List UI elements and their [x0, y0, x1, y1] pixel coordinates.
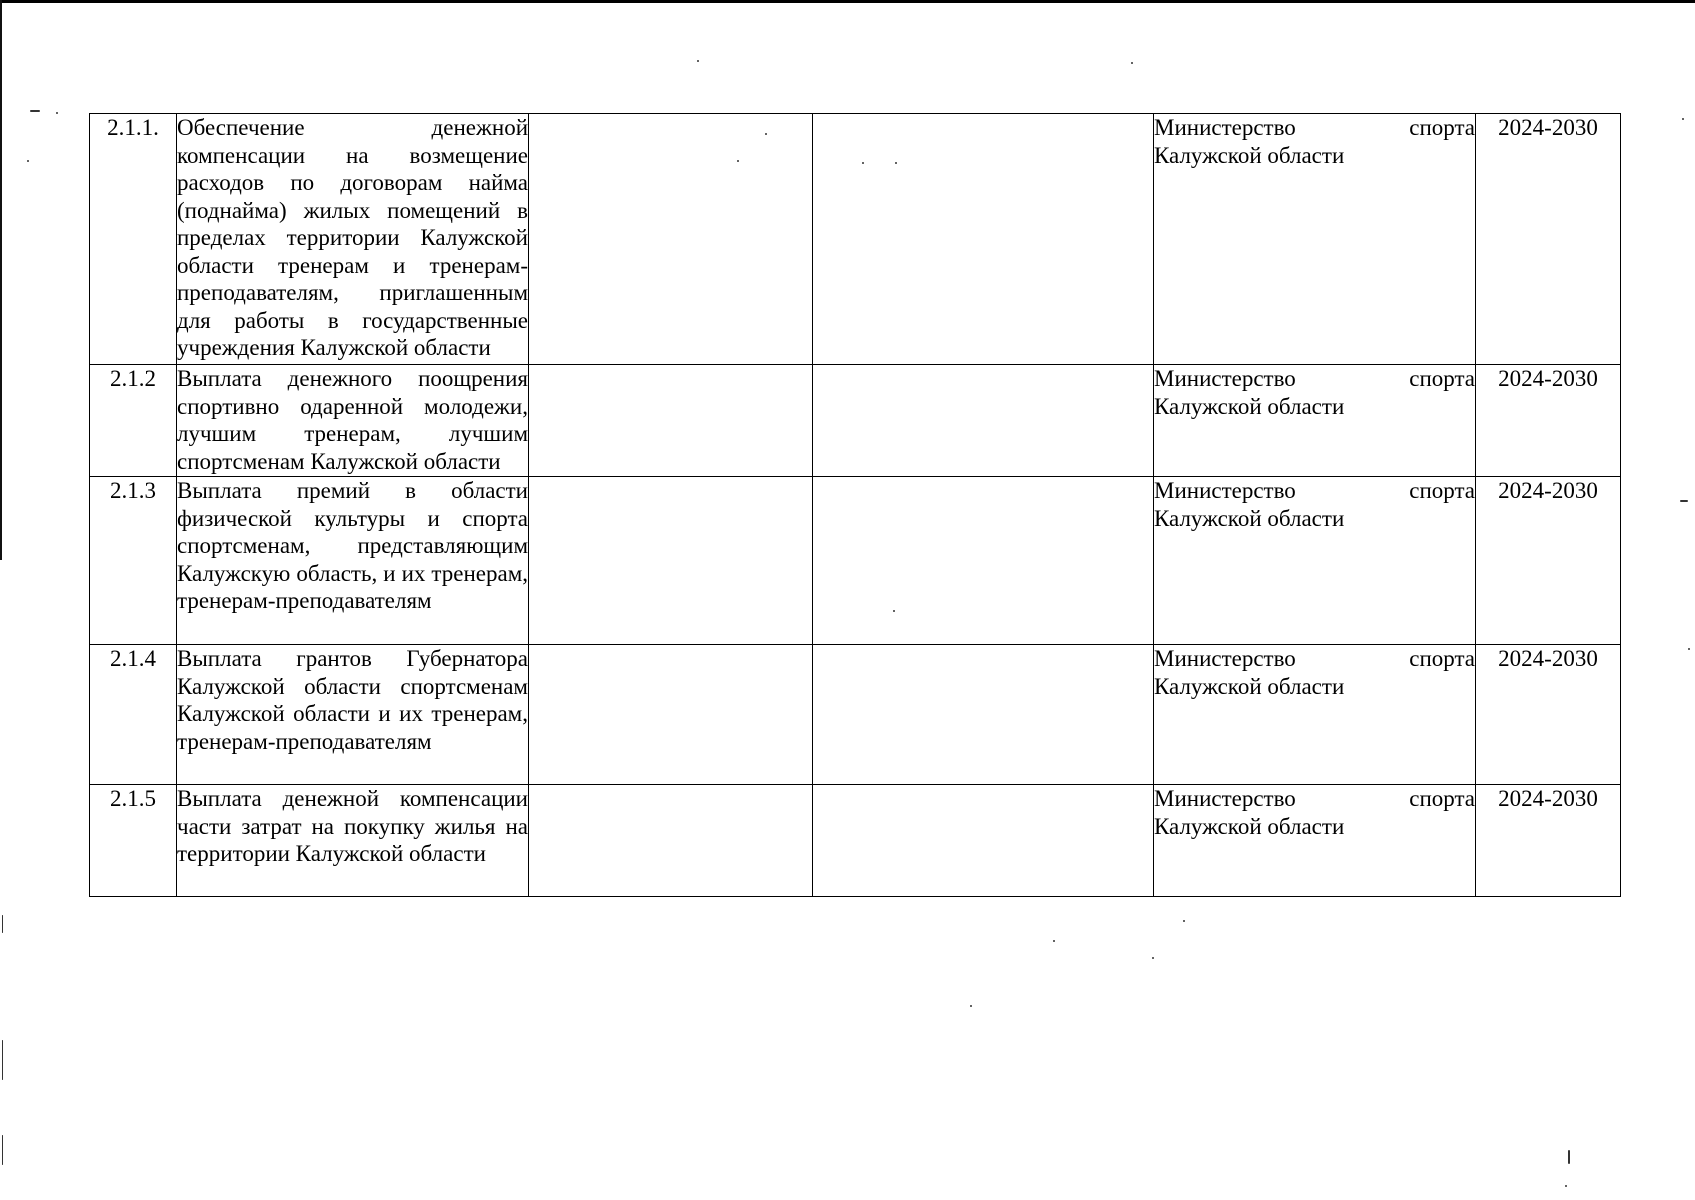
- responsible-executor: [1154, 365, 1476, 477]
- responsible-word: Министерство: [1154, 786, 1296, 811]
- scan-speck: [1680, 500, 1688, 502]
- row-number: 2.1.4: [90, 645, 177, 785]
- row-number: 2.1.2: [90, 365, 177, 477]
- scan-speck: [1565, 1185, 1567, 1187]
- measure-description: [177, 645, 529, 785]
- responsible-executor: [1154, 785, 1476, 897]
- responsible-executor: [1154, 477, 1476, 645]
- scan-speck: [2, 915, 3, 933]
- scan-top-edge: [0, 0, 1695, 3]
- scan-speck: [27, 160, 29, 162]
- responsible-word: спорта: [1409, 786, 1475, 811]
- description-text: Выплата денежного поощрения спортивно одаренной молодежи, лучшим тренерам, лучшим спортсменам Калужской области: [177, 366, 528, 474]
- description-text: Обеспечение денежной компенсации на возмещение расходов по договорам найма (поднайма) жилых помещений в пределах территории Калужской области тренерам и тренерам-преподавателям, приглашенным для работы в государственные учреждения Калужской области: [177, 115, 528, 360]
- empty-cell: [813, 477, 1154, 645]
- description-text: Выплата грантов Губернатора Калужской области спортсменам Калужской области и их тренерам, тренерам-преподавателям: [177, 646, 528, 754]
- empty-cell: [529, 114, 813, 365]
- table-row: [90, 477, 1621, 645]
- responsible-word: спорта: [1409, 366, 1475, 391]
- empty-cell: [813, 785, 1154, 897]
- responsible-executor: [1154, 645, 1476, 785]
- scan-speck: [1183, 920, 1185, 922]
- empty-cell: [813, 645, 1154, 785]
- responsible-word: Министерство: [1154, 478, 1296, 503]
- implementation-period: 2024-2030: [1476, 785, 1621, 897]
- description-text: Выплата денежной компенсации части затрат на покупку жилья на территории Калужской области: [177, 786, 528, 866]
- responsible-region: Калужской области: [1154, 673, 1345, 699]
- responsible-region: Калужской области: [1154, 393, 1345, 419]
- measure-description: [177, 114, 529, 365]
- program-measures-table: [89, 113, 1621, 897]
- measure-description: [177, 785, 529, 897]
- empty-cell: [529, 785, 813, 897]
- table-row: [90, 645, 1621, 785]
- measure-description: [177, 477, 529, 645]
- scan-speck: [1568, 1150, 1570, 1164]
- responsible-word: спорта: [1409, 646, 1475, 671]
- empty-cell: [813, 365, 1154, 477]
- scan-left-edge: [0, 0, 2, 560]
- scan-speck: [1152, 957, 1154, 959]
- measure-description: [177, 365, 529, 477]
- empty-cell: [529, 365, 813, 477]
- responsible-executor: [1154, 114, 1476, 365]
- responsible-region: Калужской области: [1154, 813, 1345, 839]
- scan-speck: [697, 60, 699, 62]
- table-row: [90, 114, 1621, 365]
- empty-cell: [813, 114, 1154, 365]
- responsible-word: Министерство: [1154, 646, 1296, 671]
- responsible-region: Калужской области: [1154, 505, 1345, 531]
- scan-speck: [2, 1135, 3, 1165]
- empty-cell: [529, 645, 813, 785]
- responsible-word: Министерство: [1154, 115, 1296, 140]
- implementation-period: 2024-2030: [1476, 477, 1621, 645]
- scan-speck: [2, 1040, 3, 1080]
- scan-speck: [1053, 940, 1055, 942]
- responsible-word: спорта: [1409, 478, 1475, 503]
- table-row: [90, 785, 1621, 897]
- scan-speck: [970, 1005, 972, 1007]
- implementation-period: 2024-2030: [1476, 365, 1621, 477]
- description-text: Выплата премий в области физической культуры и спорта спортсменам, представляющим Калужскую область, и их тренерам, тренерам-преподавателям: [177, 478, 528, 613]
- row-number: 2.1.5: [90, 785, 177, 897]
- implementation-period: 2024-2030: [1476, 114, 1621, 365]
- row-number: 2.1.3: [90, 477, 177, 645]
- table-row: [90, 365, 1621, 477]
- scan-speck: [56, 112, 58, 114]
- implementation-period: 2024-2030: [1476, 645, 1621, 785]
- row-number: 2.1.1.: [90, 114, 177, 365]
- responsible-region: Калужской области: [1154, 142, 1345, 168]
- scan-speck: [1682, 118, 1684, 120]
- empty-cell: [529, 477, 813, 645]
- scan-speck: [1688, 648, 1690, 650]
- scan-speck: [30, 110, 40, 112]
- responsible-word: Министерство: [1154, 366, 1296, 391]
- scan-speck: [1131, 62, 1133, 64]
- responsible-word: спорта: [1409, 115, 1475, 140]
